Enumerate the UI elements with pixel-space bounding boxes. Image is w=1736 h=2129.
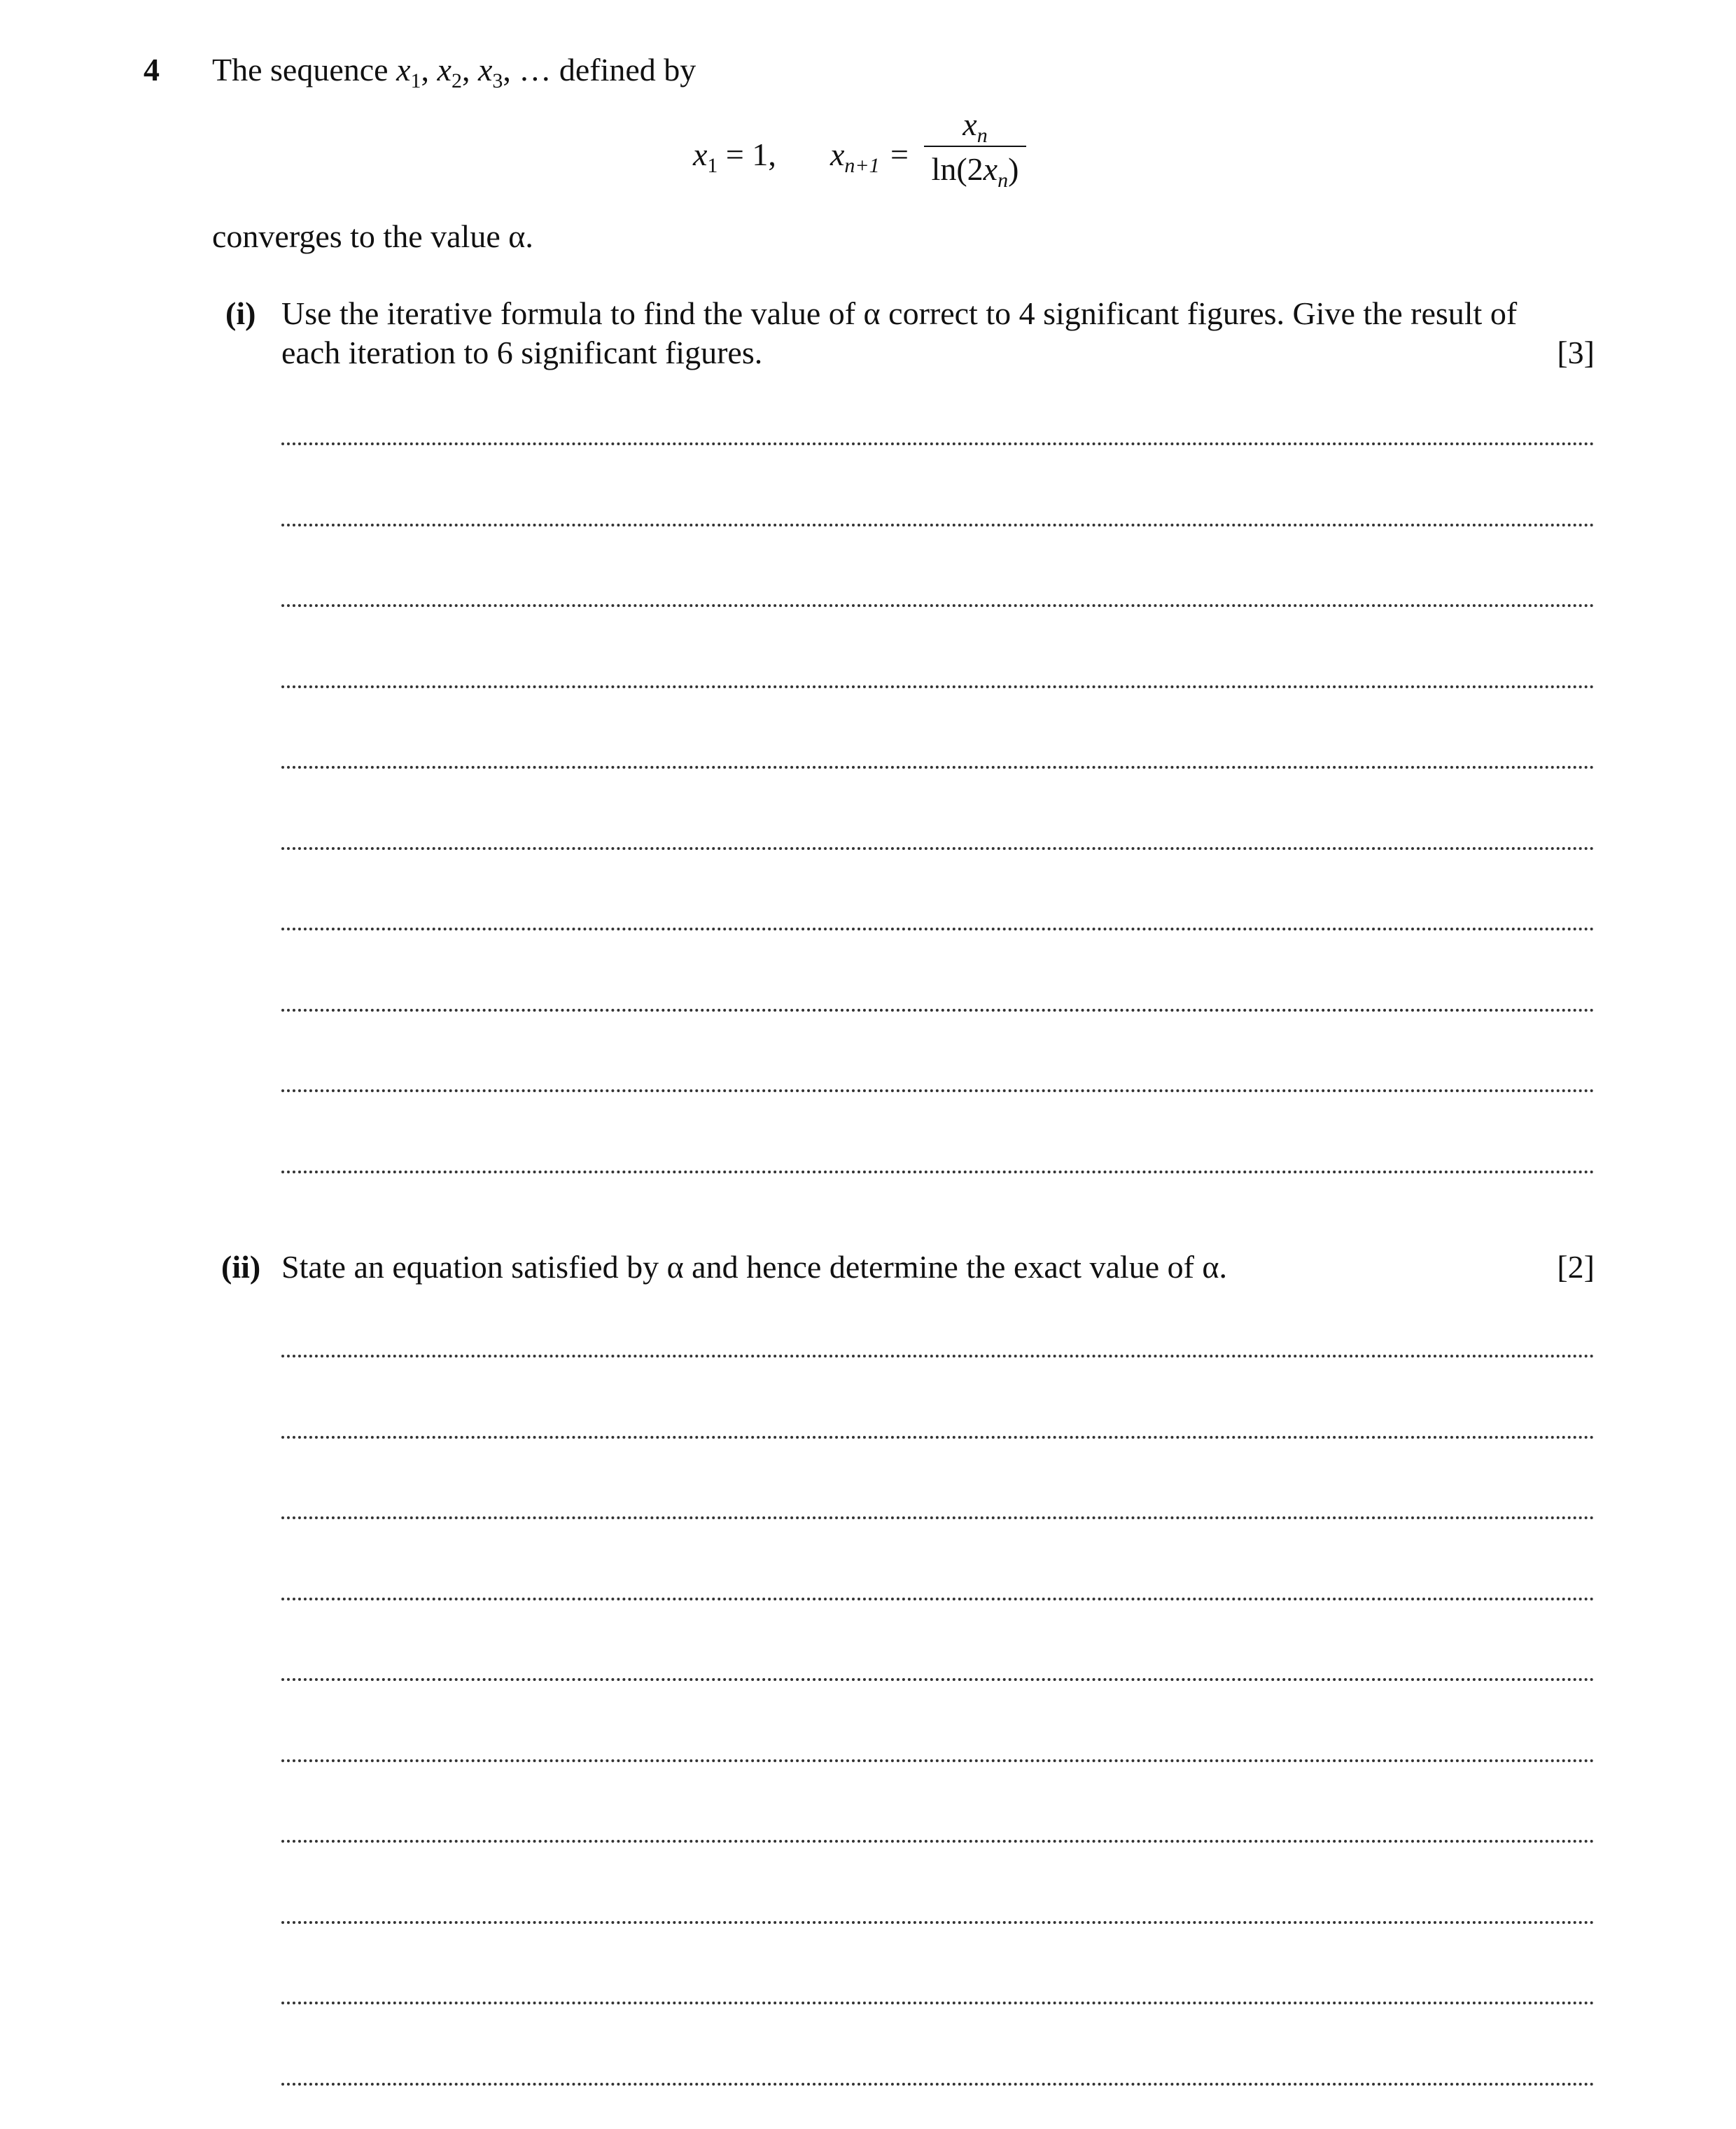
answer-line[interactable]	[281, 1678, 1595, 1681]
answer-line[interactable]	[281, 685, 1595, 688]
part-i-marks: [3]	[1557, 335, 1595, 370]
answer-line[interactable]	[281, 928, 1595, 930]
answer-line[interactable]	[281, 442, 1595, 445]
answer-line[interactable]	[281, 524, 1595, 526]
part-ii-label: (ii)	[221, 1249, 261, 1285]
answer-line[interactable]	[281, 847, 1595, 850]
den-var: x	[983, 151, 998, 187]
answer-line[interactable]	[281, 1516, 1595, 1519]
recurrence-formula	[693, 105, 1057, 203]
answer-line[interactable]	[281, 1355, 1595, 1357]
answer-line[interactable]	[281, 1598, 1595, 1600]
num-var: x	[962, 106, 977, 142]
intro-sub-2: 2	[451, 69, 462, 92]
answer-line[interactable]	[281, 2002, 1595, 2004]
answer-line[interactable]	[281, 2083, 1595, 2086]
intro-var-x3: x	[477, 52, 493, 88]
answer-line[interactable]	[281, 1009, 1595, 1012]
lhs-sub	[844, 154, 879, 177]
den-prefix: ln(2	[931, 151, 983, 187]
converges-text: converges to the value α.	[212, 218, 533, 254]
den-sub	[997, 169, 1008, 192]
fraction-numerator	[924, 105, 1026, 147]
intro-suffix: … defined by	[510, 52, 696, 88]
intro-sub-1: 1	[410, 69, 421, 92]
x1-sub: 1	[707, 154, 718, 177]
recurrence-lhs	[830, 136, 880, 177]
answer-line[interactable]	[281, 1840, 1595, 1843]
intro-prefix: The sequence	[212, 52, 397, 88]
answer-line[interactable]	[281, 1921, 1595, 1924]
question-intro: The sequence $x_1$, $x_2$, $x_3$, … defined by	[212, 52, 696, 92]
x1-var: x	[693, 137, 708, 172]
answer-line[interactable]	[281, 604, 1595, 607]
intro-sub-3: 3	[492, 69, 503, 92]
part-i-label: (i)	[225, 295, 256, 331]
answer-line[interactable]	[281, 766, 1595, 769]
part-i-text-line1: Use the iterative formula to find the value of α correct to 4 significant figures. Give the result of	[281, 295, 1518, 331]
lhs-sub-text: n+1	[844, 154, 880, 177]
part-ii-text: State an equation satisfied by α and hence determine the exact value of α.	[281, 1249, 1228, 1285]
initial-term	[693, 136, 776, 177]
part-ii-marks: [2]	[1557, 1249, 1595, 1285]
den-suffix: )	[1008, 151, 1019, 187]
answer-line[interactable]	[281, 1089, 1595, 1092]
question-number: 4	[144, 52, 160, 88]
den-sub-text: n	[997, 169, 1009, 192]
num-sub	[977, 124, 988, 147]
intro-var-x2: x	[437, 52, 451, 88]
equals-sign: =	[890, 137, 909, 172]
num-sub-text: n	[976, 124, 988, 147]
x1-value: = 1,	[718, 137, 776, 172]
answer-line[interactable]	[281, 1171, 1595, 1173]
fraction-bar	[924, 146, 1026, 147]
fraction	[924, 105, 1026, 192]
part-i-text-line2: each iteration to 6 significant figures.	[281, 335, 763, 370]
answer-line[interactable]	[281, 1436, 1595, 1439]
fraction-denominator	[924, 150, 1026, 192]
lhs-var: x	[830, 137, 845, 172]
intro-var-x1: x	[396, 52, 411, 88]
answer-line[interactable]	[281, 1759, 1595, 1762]
